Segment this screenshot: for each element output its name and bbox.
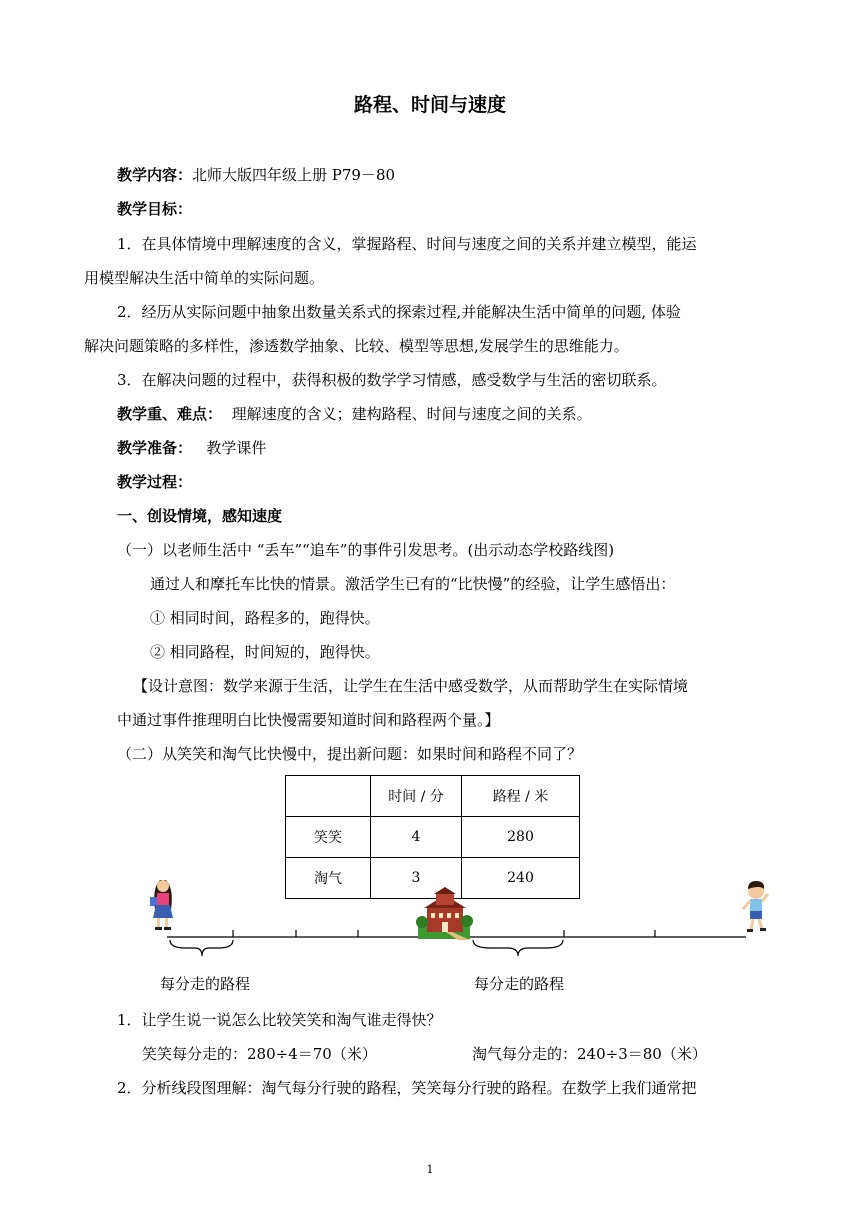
table-cell: 4 [371, 817, 462, 858]
part-1-heading: （一）以老师生活中 “丢车”“追车”的事件引发思考。(出示动态学校路线图) [117, 541, 615, 559]
table-cell: 280 [462, 817, 580, 858]
page-title: 路程、时间与速度 [353, 94, 506, 116]
left-brace [170, 940, 233, 956]
left-brace-label: 每分走的路程 [160, 975, 251, 993]
table-cell: 240 [462, 858, 580, 899]
part-2-heading: （二）从笑笑和淘气比快慢中，提出新问题：如果时间和路程不同了？ [117, 745, 583, 763]
design-intent-line-1: 【设计意图：数学来源于生活，让学生在生活中感受数学，从而帮助学生在实际情境 [133, 677, 689, 695]
right-brace [473, 940, 563, 956]
key-label: 教学重、难点： [117, 405, 223, 423]
table-cell: 3 [371, 858, 462, 899]
goal-2-line-2: 解决问题策略的多样性，渗透数学抽象、比较、模型等思想,发展学生的思维能力。 [84, 337, 629, 355]
table-header-cell: 时间 / 分 [371, 776, 462, 817]
question-1: 1．让学生说一说怎么比较笑笑和淘气谁走得快？ [117, 1011, 442, 1029]
part-1-intro: 通过人和摩托车比快的情景。激活学生已有的“比快慢”的经验，让学生感悟出： [150, 575, 676, 593]
part-1-item-1: ① 相同时间，路程多的，跑得快。 [150, 609, 380, 627]
table-cell: 笑笑 [286, 817, 371, 858]
key-text: 理解速度的含义；建构路程、时间与速度之间的关系。 [231, 405, 592, 423]
goal-1-line-1: 1．在具体情境中理解速度的含义，掌握路程、时间与速度之间的关系并建立模型，能运 [117, 235, 697, 253]
design-intent-line-2: 中通过事件推理明白比快慢需要知道时间和路程两个量。】 [117, 711, 500, 729]
girl-figure-icon [150, 880, 173, 930]
question-2: 2．分析线段图理解：淘气每分行驶的路程，笑笑每分行驶的路程。在数学上我们通常把 [117, 1079, 697, 1097]
goal-3: 3．在解决问题的过程中，获得积极的数学学习情感，感受数学与生活的密切联系。 [117, 371, 667, 389]
boy-figure-icon [743, 881, 768, 932]
right-brace-label: 每分走的路程 [474, 975, 565, 993]
school-building-icon [416, 887, 473, 940]
goal-2-line-1: 2．经历从实际问题中抽象出数量关系式的探索过程,并能解决生活中简单的问题, 体验 [117, 303, 681, 321]
content-text: 北师大版四年级上册 P79－80 [192, 166, 396, 184]
section-1-heading: 一、创设情境，感知速度 [117, 507, 283, 525]
prep-label: 教学准备： [117, 439, 193, 457]
process-label: 教学过程： [117, 473, 193, 491]
goals-label: 教学目标： [117, 200, 193, 218]
page-number: 1 [426, 1163, 434, 1176]
prep-text: 教学课件 [206, 439, 267, 457]
goal-1-line-2: 用模型解决生活中简单的实际问题。 [84, 269, 325, 287]
table-cell: 淘气 [286, 858, 371, 899]
content-label: 教学内容： [117, 166, 193, 184]
table-header-cell: 路程 / 米 [462, 776, 580, 817]
part-1-item-2: ② 相同路程，时间短的，跑得快。 [150, 643, 380, 661]
question-1-answer-b: 淘气每分走的：240÷3＝80（米） [472, 1045, 707, 1063]
question-1-answer-a: 笑笑每分走的：280÷4＝70（米） [142, 1045, 377, 1063]
